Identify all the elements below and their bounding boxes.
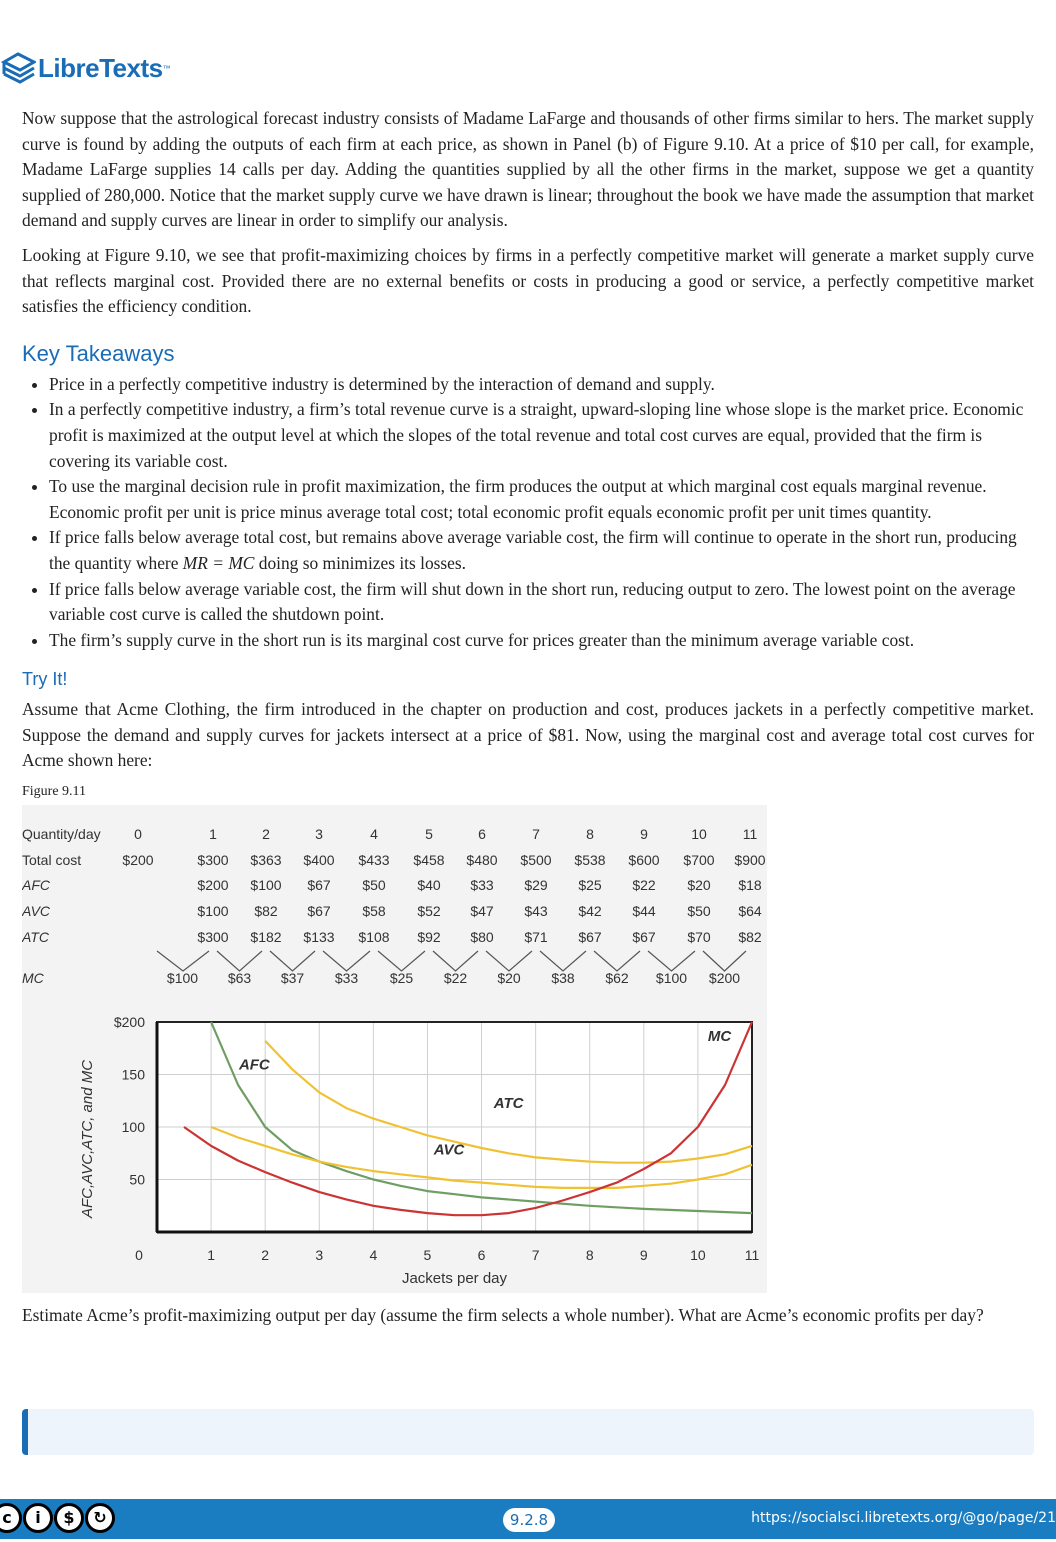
list-item: • In a perfectly competitive industry, a firm’s total revenue curve is a straight, upward-sloping line whose slope is the market price. Economic profit is maximized at the output level at which the slopes of the total revenue and total cost curves are equal, provided that the firm is covering its variable cost. xyxy=(49,397,1034,474)
table-cell: $300 xyxy=(197,929,229,946)
table-cell: $18 xyxy=(738,877,762,894)
curve-label-mc: MC xyxy=(707,1027,732,1045)
table-cell: $600 xyxy=(628,852,660,869)
list-item: • If price falls below average variable cost, the firm will shut down in the short run, reducing output to zero. The lowest point on the average variable cost curve is called the shutdown point. xyxy=(49,577,1034,628)
table-cell: $92 xyxy=(417,929,441,946)
table-cell: $80 xyxy=(470,929,494,946)
table-cell: $67 xyxy=(307,903,331,920)
cc-icon: c xyxy=(0,1503,22,1533)
table-cell: $133 xyxy=(303,929,335,946)
table-cell: $71 xyxy=(524,929,548,946)
y-tick-label: $200 xyxy=(113,1014,145,1031)
x-tick-label: 1 xyxy=(207,1247,215,1264)
table-cell: 2 xyxy=(262,826,270,843)
by-icon: i xyxy=(23,1503,53,1533)
mc-value: $100 xyxy=(166,970,199,987)
table-cell: 11 xyxy=(742,826,758,843)
page-url[interactable]: https://socialsci.libretexts.org/@go/page/21 xyxy=(751,1510,1056,1526)
nc-icon: $ xyxy=(54,1503,84,1533)
page-number: 9.2.8 xyxy=(503,1508,555,1532)
sa-icon: ↻ xyxy=(85,1503,115,1533)
x-tick-label: 4 xyxy=(369,1247,378,1264)
table-cell: $20 xyxy=(687,877,711,894)
x-tick-label: 10 xyxy=(690,1247,706,1264)
logo-text: LibreTexts xyxy=(38,52,163,83)
y-tick-label: 50 xyxy=(129,1171,145,1188)
x-tick-label: 3 xyxy=(315,1247,324,1264)
list-item-emphasis: MR = MC xyxy=(182,552,255,573)
table-cell: $67 xyxy=(578,929,602,946)
table-cell: $363 xyxy=(250,852,282,869)
mc-row-label: MC xyxy=(22,970,44,987)
table-row-label: AFC xyxy=(22,877,50,894)
table-cell: 10 xyxy=(691,826,707,843)
y-axis-label: AFC,AVC,ATC, and MC xyxy=(79,1060,96,1219)
curve-label-avc: AVC xyxy=(433,1141,465,1159)
libretexts-logo[interactable] xyxy=(0,40,171,96)
list-item-text: doing so minimizes its losses. xyxy=(254,552,467,573)
x-tick-label: 5 xyxy=(423,1247,432,1264)
table-row-label: ATC xyxy=(22,929,49,946)
table-cell: 9 xyxy=(640,826,648,843)
main-content xyxy=(22,106,1034,1338)
curve-label-afc: AFC xyxy=(238,1056,270,1074)
answer-box[interactable] xyxy=(22,1409,1034,1455)
mc-value: $200 xyxy=(708,970,741,987)
table-cell: $58 xyxy=(362,903,386,920)
table-cell: $44 xyxy=(632,903,656,920)
table-cell: $67 xyxy=(632,929,656,946)
y-tick-label: 150 xyxy=(121,1066,145,1083)
table-row-label: AVC xyxy=(22,903,51,920)
table-cell: $50 xyxy=(687,903,711,920)
table-cell: 6 xyxy=(478,826,486,843)
x-tick-label: 0 xyxy=(135,1247,143,1264)
x-tick-label: 11 xyxy=(744,1247,760,1264)
table-cell: $47 xyxy=(470,903,494,920)
cost-figure-svg xyxy=(22,805,767,1293)
table-cell: $64 xyxy=(738,903,762,920)
mc-value: $20 xyxy=(497,970,521,987)
list-item: • To use the marginal decision rule in profit maximization, the firm produces the output at which marginal cost equals marginal revenue. Economic profit per unit is price minus average total cost; total economic profit equals economic profit per unit times quantity. xyxy=(49,474,1034,525)
table-cell: $42 xyxy=(578,903,602,920)
table-row-label: Total cost xyxy=(22,852,82,869)
table-cell: $50 xyxy=(362,877,386,894)
x-axis-label: Jackets per day xyxy=(401,1270,508,1288)
list-item: • Price in a perfectly competitive industry is determined by the interaction of demand and supply. xyxy=(49,372,1034,398)
y-tick-label: 100 xyxy=(121,1119,145,1136)
table-cell: 1 xyxy=(209,826,217,843)
key-takeaways-heading: Key Takeaways xyxy=(22,340,175,366)
table-cell: $43 xyxy=(524,903,548,920)
libretexts-logo-icon xyxy=(0,44,36,92)
table-cell: $67 xyxy=(307,877,331,894)
list-item-text: If price falls below average total cost, but remains above average variable cost, the firm will continue to operate in the short run, producing the quantity where xyxy=(49,527,1017,573)
table-cell: $300 xyxy=(197,852,229,869)
mc-value: $63 xyxy=(227,970,252,987)
table-cell: $400 xyxy=(303,852,335,869)
table-cell: $70 xyxy=(687,929,711,946)
table-cell: $182 xyxy=(250,929,282,946)
try-it-intro: Assume that Acme Clothing, the firm introduced in the chapter on production and cost, produces jackets in a perfectly competitive market. Suppose the demand and supply curves for jackets intersect at a price of $81. Now, using the marginal cost and average total cost curves for Acme shown here: xyxy=(22,699,1034,771)
mc-value: $62 xyxy=(605,970,629,987)
mc-value: $37 xyxy=(280,970,305,987)
mc-connector-lines xyxy=(157,951,746,971)
table-cell: 8 xyxy=(586,826,594,843)
table-cell: 7 xyxy=(532,826,540,843)
table-cell: 4 xyxy=(370,826,378,843)
table-cell: $29 xyxy=(524,877,548,894)
table-cell: $82 xyxy=(254,903,278,920)
table-cell: $200 xyxy=(197,877,229,894)
paragraph: Looking at Figure 9.10, we see that profit-maximizing choices by firms in a perfectly competitive market will generate a market supply curve that reflects marginal cost. Provided there are no external benefits or costs in producing a good or service, a perfectly competitive market satisfies the efficiency condition. xyxy=(22,244,1034,317)
x-tick-label: 8 xyxy=(585,1247,594,1264)
table-cell: $33 xyxy=(470,877,494,894)
logo-trademark: ™ xyxy=(162,63,171,73)
try-it-question: Estimate Acme’s profit-maximizing output per day (assume the firm selects a whole number). What are Acme’s economic profits per day? xyxy=(22,1305,984,1326)
table-cell: $40 xyxy=(417,877,441,894)
table-row-label: Quantity/day xyxy=(22,826,101,843)
x-tick-label: 6 xyxy=(477,1247,486,1264)
table-cell: $433 xyxy=(358,852,390,869)
table-cell: $538 xyxy=(574,852,606,869)
table-cell: $100 xyxy=(250,877,282,894)
table-cell: $480 xyxy=(466,852,498,869)
table-cell: $700 xyxy=(683,852,715,869)
table-cell: $500 xyxy=(520,852,552,869)
x-tick-label: 7 xyxy=(531,1247,540,1264)
mc-value: $100 xyxy=(655,970,688,987)
table-cell: $100 xyxy=(197,903,229,920)
table-cell: 0 xyxy=(134,826,142,843)
x-tick-label: 9 xyxy=(639,1247,648,1264)
key-takeaways-list xyxy=(22,372,1034,654)
table-cell: $108 xyxy=(358,929,390,946)
paragraph: Now suppose that the astrological forecast industry consists of Madame LaFarge and thousands of other firms similar to hers. The market supply curve is found by adding the outputs of each firm at each price, as shown in Panel (b) of Figure 9.10. At a price of $10 per call, for example, Madame LaFarge supplies 14 calls per day. Adding the quantities supplied by all the other firms in the market, suppose we get a quantity supplied of 280,000. Notice that the market supply curve we have drawn is linear; throughout the book we have made the assumption that market demand and supply curves are linear in order to simplify our analysis. xyxy=(22,108,1034,231)
table-cell: $25 xyxy=(578,877,602,894)
curve-label-atc: ATC xyxy=(493,1095,524,1113)
table-cell: $200 xyxy=(122,852,154,869)
list-item: • The firm’s supply curve in the short run is its marginal cost curve for prices greater than the minimum average variable cost. xyxy=(49,628,1034,654)
try-it-heading: Try It! xyxy=(22,669,68,690)
table-cell: $22 xyxy=(632,877,656,894)
table-cell: $458 xyxy=(413,852,445,869)
list-item xyxy=(49,525,1034,576)
license-icons[interactable] xyxy=(0,1503,116,1533)
page-footer xyxy=(0,1499,1056,1539)
table-cell: $82 xyxy=(738,929,762,946)
figure-9-11 xyxy=(22,805,767,1293)
figure-label: Figure 9.11 xyxy=(22,784,87,800)
mc-value: $25 xyxy=(389,970,414,987)
table-cell: $900 xyxy=(734,852,766,869)
table-cell: $52 xyxy=(417,903,441,920)
table-cell: 5 xyxy=(425,826,433,843)
table-cell: 3 xyxy=(315,826,323,843)
mc-value: $22 xyxy=(443,970,468,987)
mc-value: $38 xyxy=(551,970,575,987)
x-tick-label: 2 xyxy=(261,1247,270,1264)
mc-value: $33 xyxy=(334,970,359,987)
